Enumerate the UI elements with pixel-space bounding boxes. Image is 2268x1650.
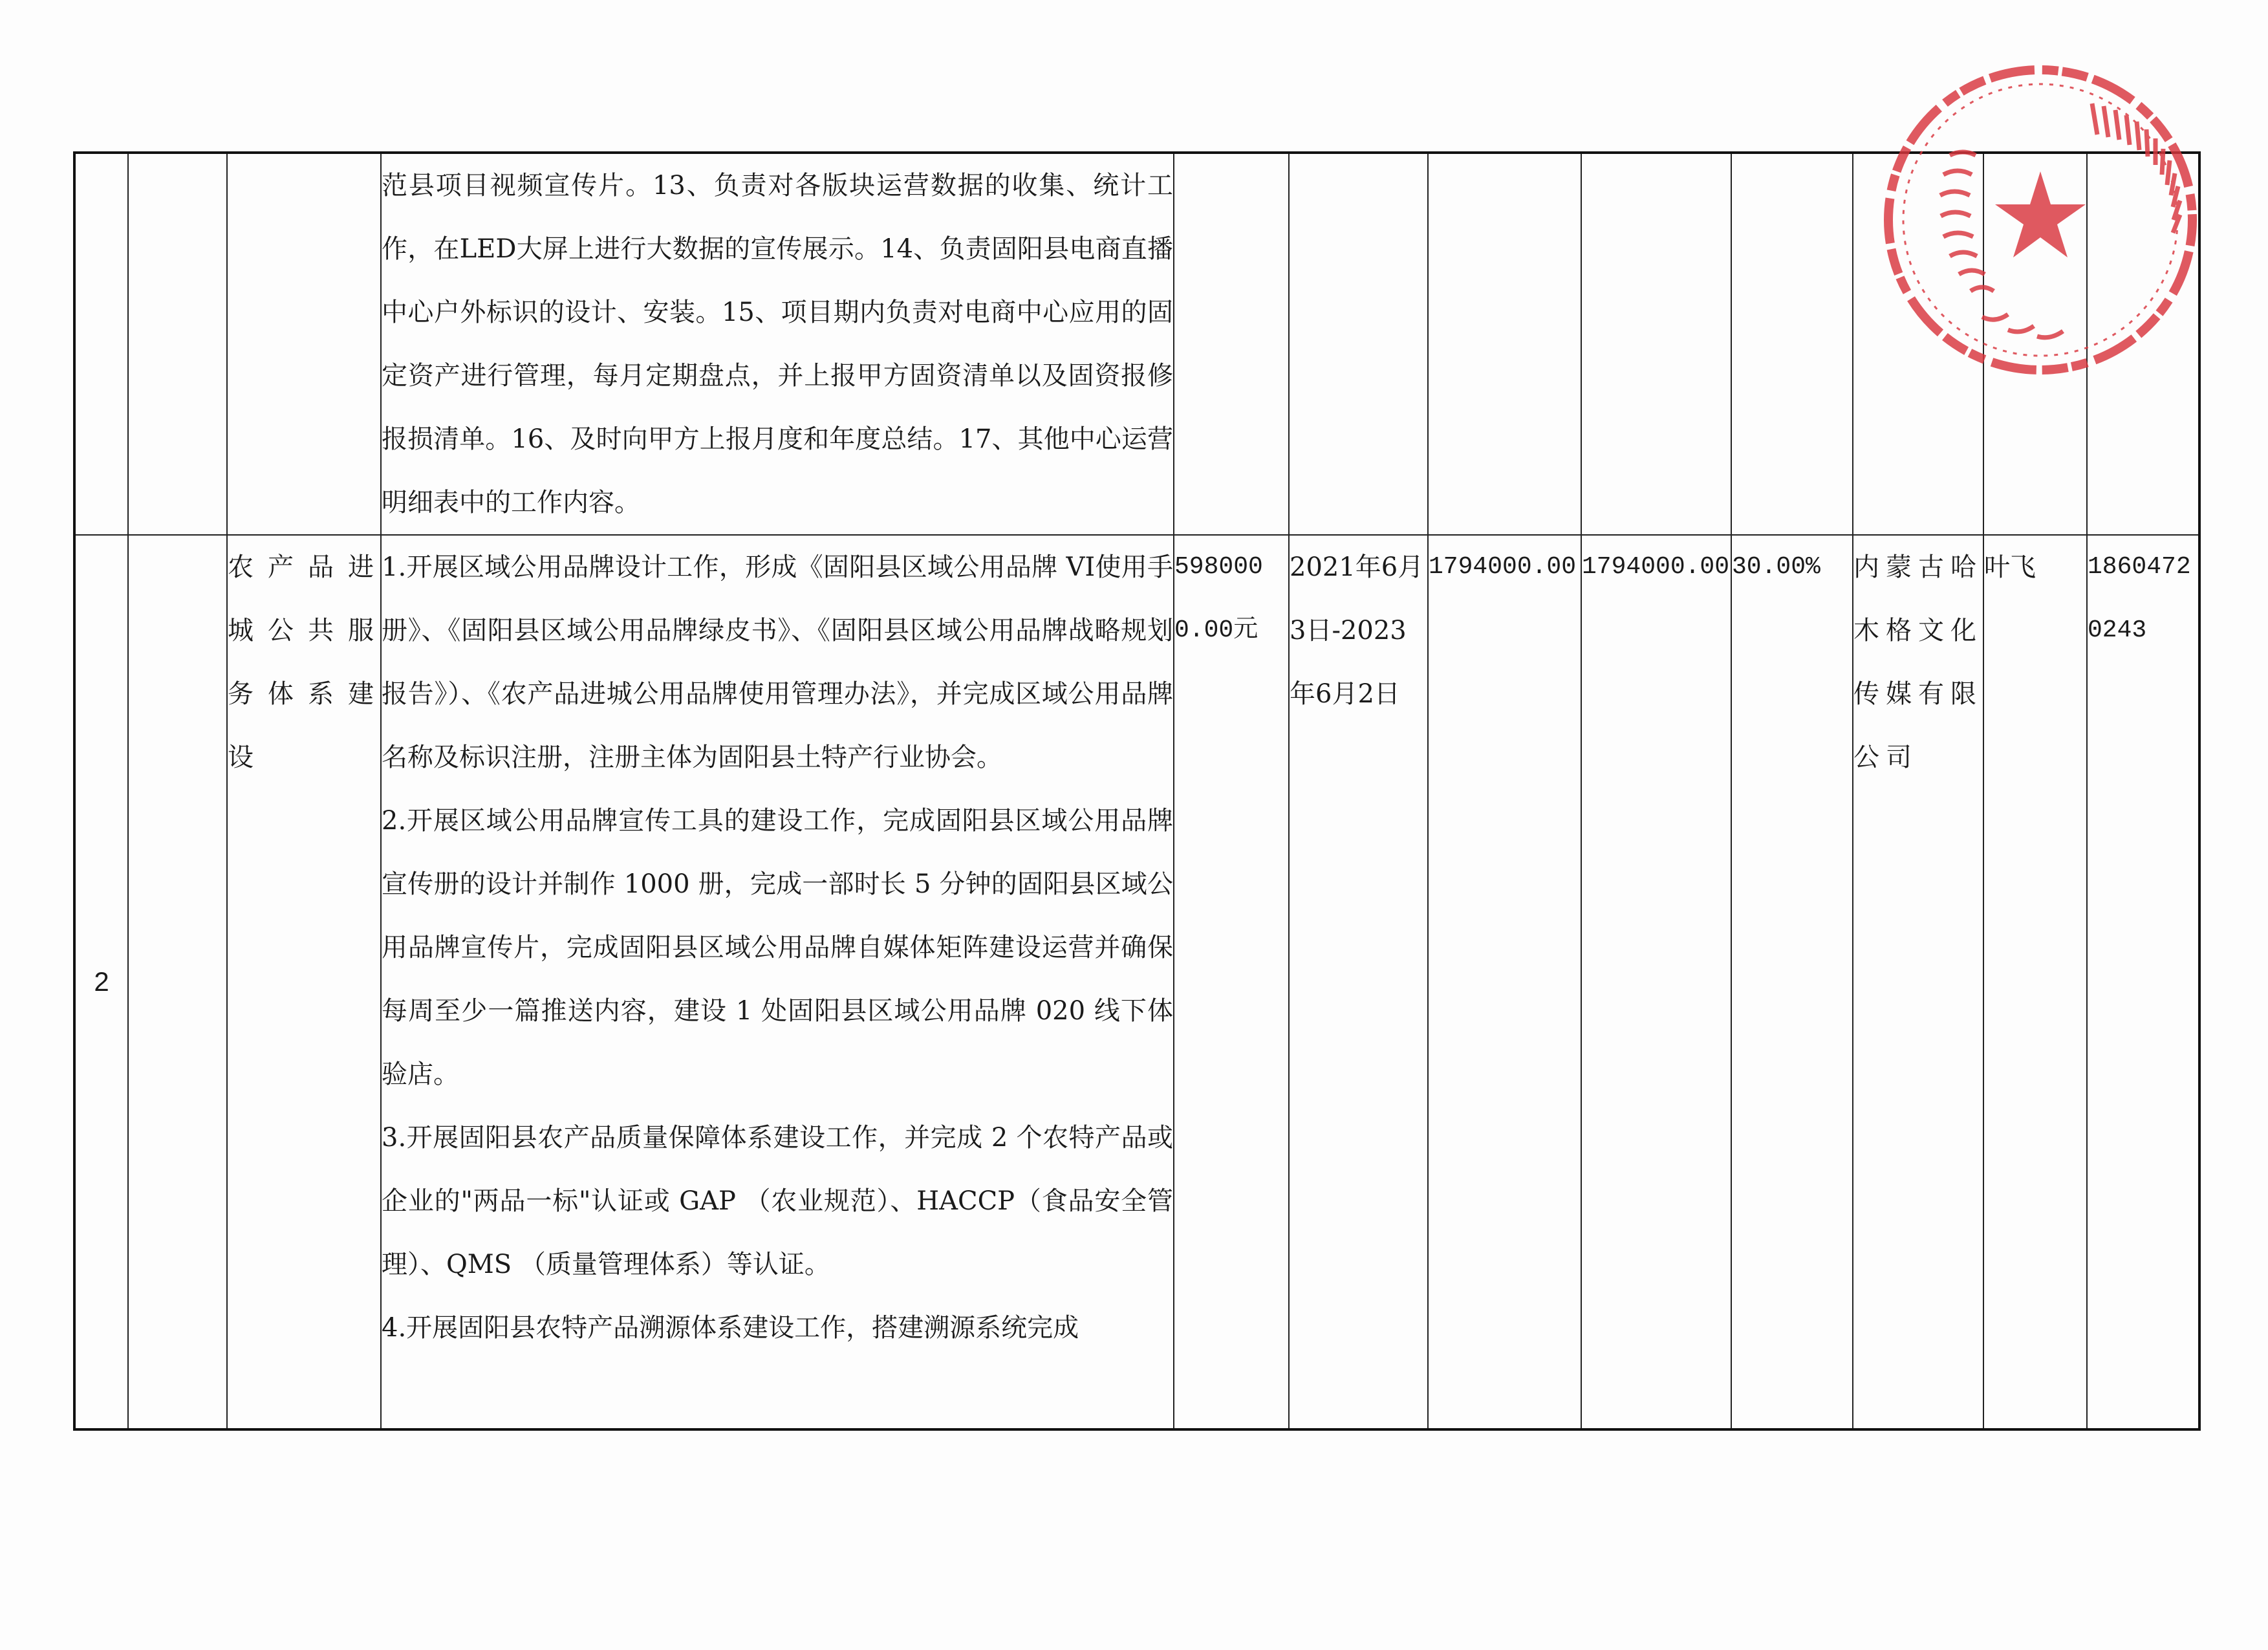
content-paragraph: 2.开展区域公用品牌宣传工具的建设工作，完成固阳县区域公用品牌宣传册的设计并制作 1000 册，完成一部时长 5 分钟的固阳县区域公用品牌宣传片，完成固阳县区域公用品牌自媒体矩阵建设运营并确保每周至少一篇推送内容，建设 1 处固阳县区域公用品牌 020 线下体验店。	[382, 806, 1173, 1089]
value-cell-a: 1794000.00	[1428, 535, 1581, 1429]
project-name-cell	[227, 153, 381, 535]
amount-cell: 5980000.00元	[1174, 535, 1289, 1429]
category-cell	[128, 535, 227, 1429]
content-paragraph: 4.开展固阳县农特产品溯源体系建设工作，搭建溯源系统完成	[382, 1313, 1079, 1343]
contact-cell: 叶飞	[1983, 535, 2087, 1429]
period-cell: 2021年6月3日-2023年6月2日	[1289, 535, 1428, 1429]
seq-cell	[74, 153, 128, 535]
project-name-cell: 农产品进城公共服务体系建设	[227, 535, 381, 1429]
value-cell-b: 1794000.00	[1581, 535, 1731, 1429]
content-paragraph: 范县项目视频宣传片。13、负责对各版块运营数据的收集、统计工作，在LED大屏上进行大数据的宣传展示。14、负责固阳县电商直播中心户外标识的设计、安装。15、项目期内负责对电商中心应用的固定资产进行管理，每月定期盘点，并上报甲方固资清单以及固资报修报损清单。16、及时向甲方上报月度和年度总结。17、其他中心运营明细表中的工作内容。	[382, 171, 1173, 517]
period-cell	[1289, 153, 1428, 535]
content-paragraph: 1.开展区域公用品牌设计工作，形成《固阳县区域公用品牌 VI使用手册》、《固阳县区域公用品牌绿皮书》、《固阳县区域公用品牌战略规划报告》）、《农产品进城公用品牌使用管理办法》，并完成区域公用品牌名称及标识注册，注册主体为固阳县土特产行业协会。	[382, 552, 1173, 772]
value-cell-a	[1428, 153, 1581, 535]
amount-cell	[1174, 153, 1289, 535]
category-cell	[128, 153, 227, 535]
ratio-cell: 30.00%	[1731, 535, 1853, 1429]
content-cell	[381, 535, 1174, 1429]
official-seal	[1879, 58, 2215, 375]
table-row	[74, 535, 2199, 1429]
content-cell	[381, 153, 1174, 535]
seq-cell: 2	[74, 535, 128, 1429]
company-cell: 内蒙古哈木格文化传媒有限公司	[1853, 535, 1983, 1429]
star-icon	[1995, 171, 2086, 257]
ratio-cell	[1731, 153, 1853, 535]
content-paragraph: 3.开展固阳县农产品质量保障体系建设工作，并完成 2 个农特产品或企业的"两品一标"认证或 GAP （农业规范）、HACCP（食品安全管理）、QMS （质量管理体系）等认证。	[382, 1123, 1173, 1279]
phone-cell: 18604720243	[2087, 535, 2199, 1429]
value-cell-b	[1581, 153, 1731, 535]
